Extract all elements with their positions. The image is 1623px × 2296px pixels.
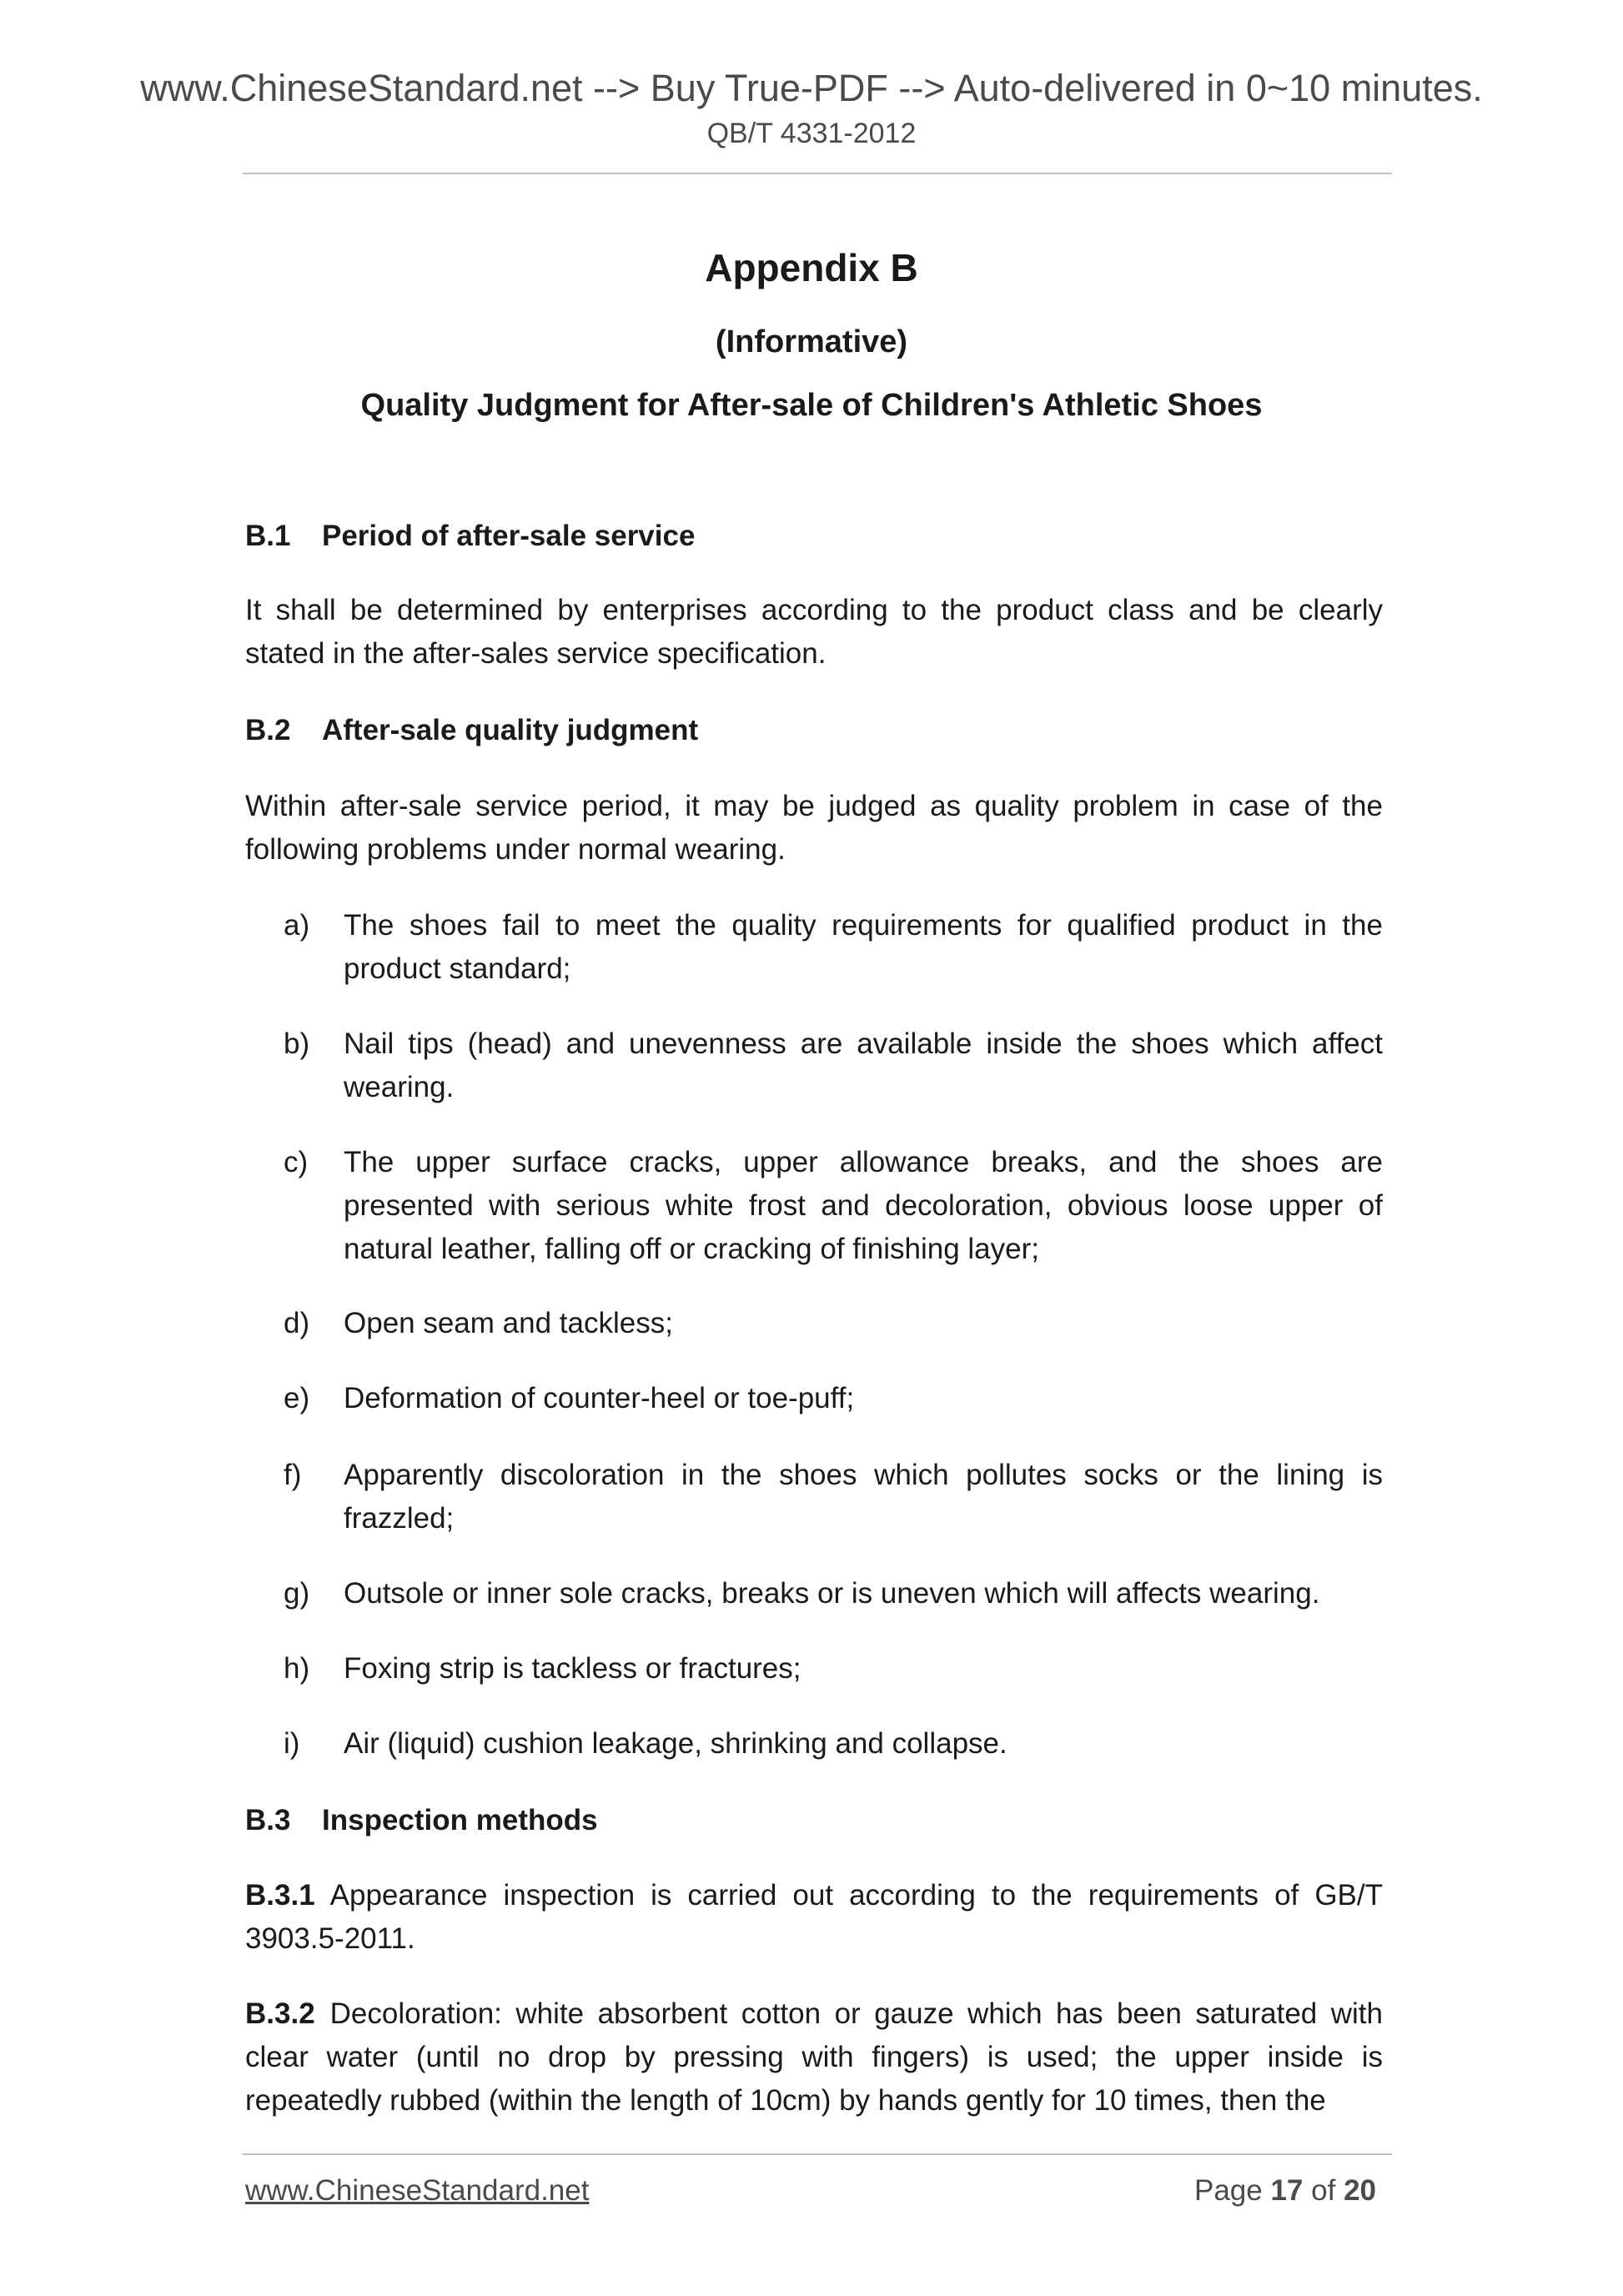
clause-text: Decoloration: white absorbent cotton or gauze which has been saturated with clear water (until no drop by pressing with fingers) is used; the upper inside is repeatedly rubbed (within the length of 10cm) by hands gently for 10 times, then the — [245, 1997, 1383, 2117]
list-item-text: The shoes fail to meet the quality requirements for qualified product in the product standard; — [344, 909, 1383, 985]
list-item-label: f) — [284, 1459, 302, 1491]
list-item — [284, 1022, 1383, 1109]
section-number: B.1 — [245, 520, 291, 552]
list-item — [284, 904, 1383, 991]
list-item — [284, 1647, 1383, 1691]
list-item-text: The upper surface cracks, upper allowance breaks, and the shoes are presented with serious white frost and decoloration, obvious loose upper of natural leather, falling off or cracking of finishing layer; — [344, 1146, 1383, 1265]
page-of: of — [1311, 2174, 1336, 2207]
list-item — [284, 1572, 1383, 1615]
header-divider — [243, 173, 1392, 174]
document-id: QB/T 4331-2012 — [706, 118, 917, 149]
section-heading-b2 — [245, 711, 698, 750]
list-item-label: i) — [284, 1727, 300, 1760]
list-item-text: Apparently discoloration in the shoes which pollutes socks or the lining is frazzled; — [344, 1459, 1383, 1535]
section-b1-body: It shall be determined by enterprises according to the product class and be clearly stated in the after-sales service specification. — [245, 594, 1383, 670]
list-item — [284, 1302, 1383, 1345]
section-heading-b1 — [245, 517, 695, 555]
appendix-caption: Quality Judgment for After-sale of Children's Athletic Shoes — [360, 388, 1263, 423]
list-item-label: e) — [284, 1382, 310, 1414]
list-item-label: a) — [284, 909, 310, 942]
list-item-label: g) — [284, 1577, 310, 1610]
list-item-text: Nail tips (head) and unevenness are available inside the shoes which affect wearing. — [344, 1027, 1383, 1103]
clause-number: B.3.2 — [245, 1997, 315, 2030]
section-b2-body: Within after-sale service period, it may be judged as quality problem in case of the following problems under normal wearing. — [245, 790, 1383, 866]
section-heading-b3 — [245, 1801, 598, 1840]
clause-number: B.3.1 — [245, 1879, 315, 1912]
list-item — [284, 1722, 1383, 1766]
appendix-subtitle: (Informative) — [715, 324, 908, 359]
page-indicator — [1194, 2172, 1376, 2210]
section-title: After-sale quality judgment — [322, 714, 699, 746]
section-title: Period of after-sale service — [322, 520, 696, 552]
list-item-text: Deformation of counter-heel or toe-puff; — [344, 1382, 855, 1414]
clause-text: Appearance inspection is carried out according to the requirements of GB/T 3903.5-2011. — [245, 1879, 1383, 1955]
appendix-title: Appendix B — [705, 246, 918, 289]
clause-b3-2 — [245, 1992, 1383, 2123]
list-item — [284, 1454, 1383, 1540]
footer-site-link[interactable]: www.ChineseStandard.net — [245, 2174, 590, 2207]
page-total: 20 — [1344, 2174, 1376, 2207]
list-item-text: Foxing strip is tackless or fractures; — [344, 1652, 801, 1685]
section-number: B.3 — [245, 1804, 291, 1836]
header-banner: www.ChineseStandard.net --> Buy True-PDF --> Auto-delivered in 0~10 minutes. — [140, 67, 1483, 109]
list-item-label: b) — [284, 1027, 310, 1060]
list-item-label: c) — [284, 1146, 309, 1178]
list-item-text: Air (liquid) cushion leakage, shrinking and collapse. — [344, 1727, 1007, 1760]
list-item-label: d) — [284, 1307, 310, 1339]
section-title: Inspection methods — [322, 1804, 598, 1836]
clause-b3-1 — [245, 1874, 1383, 1961]
list-item — [284, 1141, 1383, 1271]
footer-divider — [243, 2153, 1392, 2155]
list-item — [284, 1377, 1383, 1420]
list-item-text: Open seam and tackless; — [344, 1307, 673, 1339]
list-item-label: h) — [284, 1652, 310, 1685]
page-current: 17 — [1270, 2174, 1304, 2207]
page-word: Page — [1193, 2174, 1263, 2207]
list-item-text: Outsole or inner sole cracks, breaks or is uneven which will affects wearing. — [344, 1577, 1320, 1610]
section-number: B.2 — [245, 714, 291, 746]
